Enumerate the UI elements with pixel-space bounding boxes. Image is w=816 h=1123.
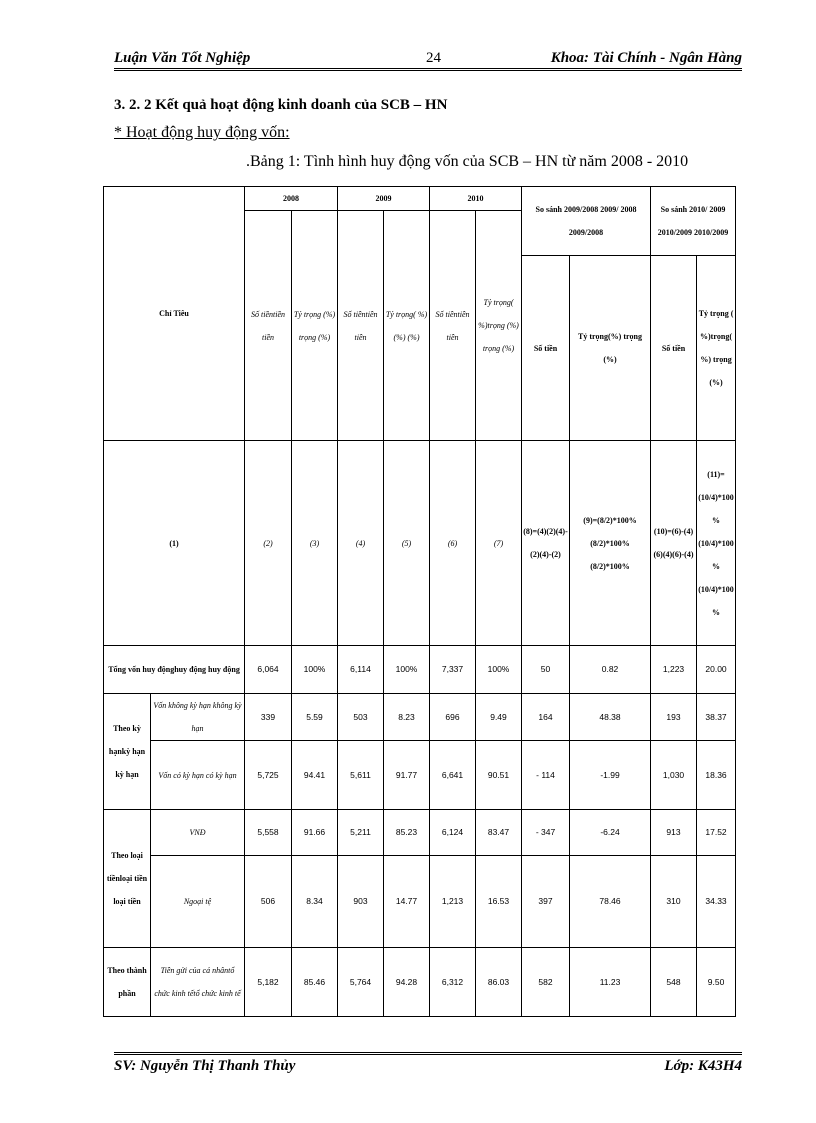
row-label-khong-ky-han: Vốn không kỳ hạn không kỳ hạn	[151, 694, 245, 741]
table-cell: - 347	[522, 810, 570, 856]
table-cell: 91.66	[292, 810, 338, 856]
row-label-total: Tổng vốn huy độnghuy động huy động	[104, 646, 245, 694]
table-row	[104, 741, 736, 810]
table-cell: 903	[338, 856, 384, 948]
table-cell: 5.59	[292, 694, 338, 741]
section-title: 3. 2. 2 Kết quả hoạt động kinh doanh của SCB – HN	[114, 97, 448, 113]
group-label-thanh-phan: Theo thành phần	[104, 948, 151, 1017]
index-cell: (3)	[292, 441, 338, 646]
table-cell: -1.99	[570, 741, 651, 810]
index-cell: (1)	[104, 441, 245, 646]
header-so-tien-2008: Số tiềntiền tiền	[245, 211, 292, 441]
table-cell: 14.77	[384, 856, 430, 948]
table-cell: 20.00	[697, 646, 736, 694]
table-cell: 6,064	[245, 646, 292, 694]
header-chi-tieu: Chỉ Tiêu	[104, 187, 245, 441]
table-cell: 91.77	[384, 741, 430, 810]
capital-mobilization-table	[103, 186, 736, 1017]
table-cell: 50	[522, 646, 570, 694]
group-label-loai-tien: Theo loại tiềnloại tiền loại tiền	[104, 810, 151, 948]
header-ty-trong-2009: Tỷ trọng( %)(%) (%)	[384, 211, 430, 441]
row-label-co-ky-han: Vốn có kỳ hạn có kỳ hạn	[151, 741, 245, 810]
table-cell: - 114	[522, 741, 570, 810]
table-cell: 5,558	[245, 810, 292, 856]
table-cell: 5,725	[245, 741, 292, 810]
table-cell: 86.03	[476, 948, 522, 1017]
table-row	[104, 694, 736, 741]
table-cell: -6.24	[570, 810, 651, 856]
table-cell: 913	[651, 810, 697, 856]
table-cell: 5,182	[245, 948, 292, 1017]
page-footer	[114, 1058, 742, 1082]
table-cell: 8.34	[292, 856, 338, 948]
table-cell: 11.23	[570, 948, 651, 1017]
table-cell: 506	[245, 856, 292, 948]
table-cell: 100%	[476, 646, 522, 694]
table-row	[104, 856, 736, 948]
index-cell: (6)	[430, 441, 476, 646]
subsection-heading: * Hoạt động huy động vốn:	[114, 124, 290, 141]
table-cell: 100%	[384, 646, 430, 694]
table-cell: 85.46	[292, 948, 338, 1017]
table-cell: 310	[651, 856, 697, 948]
table-cell: 90.51	[476, 741, 522, 810]
table-cell: 18.36	[697, 741, 736, 810]
index-row	[104, 441, 736, 646]
row-label-vnd: VNĐ	[151, 810, 245, 856]
group-label-ky-han: Theo kỳ hạnkỳ hạn kỳ hạn	[104, 694, 151, 810]
table-cell: 38.37	[697, 694, 736, 741]
table-cell: 503	[338, 694, 384, 741]
index-cell: (7)	[476, 441, 522, 646]
table-cell: 78.46	[570, 856, 651, 948]
table-cell: 17.52	[697, 810, 736, 856]
table-cell: 9.50	[697, 948, 736, 1017]
header-compare-2010-2009: So sánh 2010/ 2009 2010/2009 2010/2009	[651, 187, 736, 256]
header-2010: 2010	[430, 187, 522, 211]
table-cell: 34.33	[697, 856, 736, 948]
table-cell: 6,124	[430, 810, 476, 856]
table-cell: 6,312	[430, 948, 476, 1017]
table-cell: 582	[522, 948, 570, 1017]
header-faculty: Khoa: Tài Chính - Ngân Hàng	[550, 50, 742, 66]
table-cell: 397	[522, 856, 570, 948]
table-cell: 696	[430, 694, 476, 741]
table-cell: 8.23	[384, 694, 430, 741]
table-cell: 0.82	[570, 646, 651, 694]
header-so-tien-2010: Số tiềntiền tiền	[430, 211, 476, 441]
table-cell: 548	[651, 948, 697, 1017]
header-ty-trong-2008: Tỷ trọng (%) trọng (%)	[292, 211, 338, 441]
table-cell: 5,211	[338, 810, 384, 856]
footer-student-name: SV: Nguyễn Thị Thanh Thủy	[114, 1058, 296, 1074]
row-label-tien-gui: Tiền gửi của cá nhântổ chức kinh tếtổ chức kinh tế	[151, 948, 245, 1017]
index-cell: (10)=(6)-(4)(6)(4)(6)-(4)	[651, 441, 697, 646]
table-cell: 16.53	[476, 856, 522, 948]
table-cell: 85.23	[384, 810, 430, 856]
table-cell: 1,223	[651, 646, 697, 694]
index-cell: (9)=(8/2)*100%(8/2)*100%(8/2)*100%	[570, 441, 651, 646]
header-ty-trong-ss2: Tỷ trọng ( %)trọng( %) trọng (%)	[697, 256, 736, 441]
table-cell: 5,611	[338, 741, 384, 810]
table-cell: 5,764	[338, 948, 384, 1017]
index-cell: (8)=(4)(2)(4)-(2)(4)-(2)	[522, 441, 570, 646]
table-cell: 193	[651, 694, 697, 741]
table-cell: 6,114	[338, 646, 384, 694]
table-cell: 7,337	[430, 646, 476, 694]
header-ty-trong-ss1: Tỷ trọng(%) trọng (%)	[570, 256, 651, 441]
footer-class: Lớp: K43H4	[664, 1058, 742, 1074]
header-so-tien-2009: Số tiềntiền tiền	[338, 211, 384, 441]
table-cell: 94.41	[292, 741, 338, 810]
index-cell: (4)	[338, 441, 384, 646]
header-2009: 2009	[338, 187, 430, 211]
header-compare-2009-2008: So sánh 2009/2008 2009/ 2008 2009/2008	[522, 187, 651, 256]
table-cell: 9.49	[476, 694, 522, 741]
header-2008: 2008	[245, 187, 338, 211]
page-number: 24	[426, 50, 441, 66]
table-cell: 94.28	[384, 948, 430, 1017]
table-cell: 100%	[292, 646, 338, 694]
header-so-tien-ss2: Số tiền	[651, 256, 697, 441]
footer-rule	[114, 1052, 742, 1055]
table-cell: 1,213	[430, 856, 476, 948]
index-cell: (2)	[245, 441, 292, 646]
table-row	[104, 646, 736, 694]
header-so-tien-ss1: Số tiền	[522, 256, 570, 441]
table-cell: 339	[245, 694, 292, 741]
table-cell: 1,030	[651, 741, 697, 810]
table-cell: 48.38	[570, 694, 651, 741]
table-cell: 164	[522, 694, 570, 741]
header-thesis-title: Luận Văn Tốt Nghiệp	[114, 50, 251, 66]
row-label-ngoai-te: Ngoại tệ	[151, 856, 245, 948]
table-cell: 6,641	[430, 741, 476, 810]
header-ty-trong-2010: Tỷ trọng( %)trọng (%) trọng (%)	[476, 211, 522, 441]
index-cell: (11)=(10/4)*100%(10/4)*100%(10/4)*100%	[697, 441, 736, 646]
table-caption: .Bảng 1: Tình hình huy động vốn của SCB – HN từ năm 2008 - 2010	[246, 153, 689, 170]
table-row	[104, 948, 736, 1017]
table-row	[104, 810, 736, 856]
index-cell: (5)	[384, 441, 430, 646]
header-rule	[114, 68, 742, 71]
table-cell: 83.47	[476, 810, 522, 856]
